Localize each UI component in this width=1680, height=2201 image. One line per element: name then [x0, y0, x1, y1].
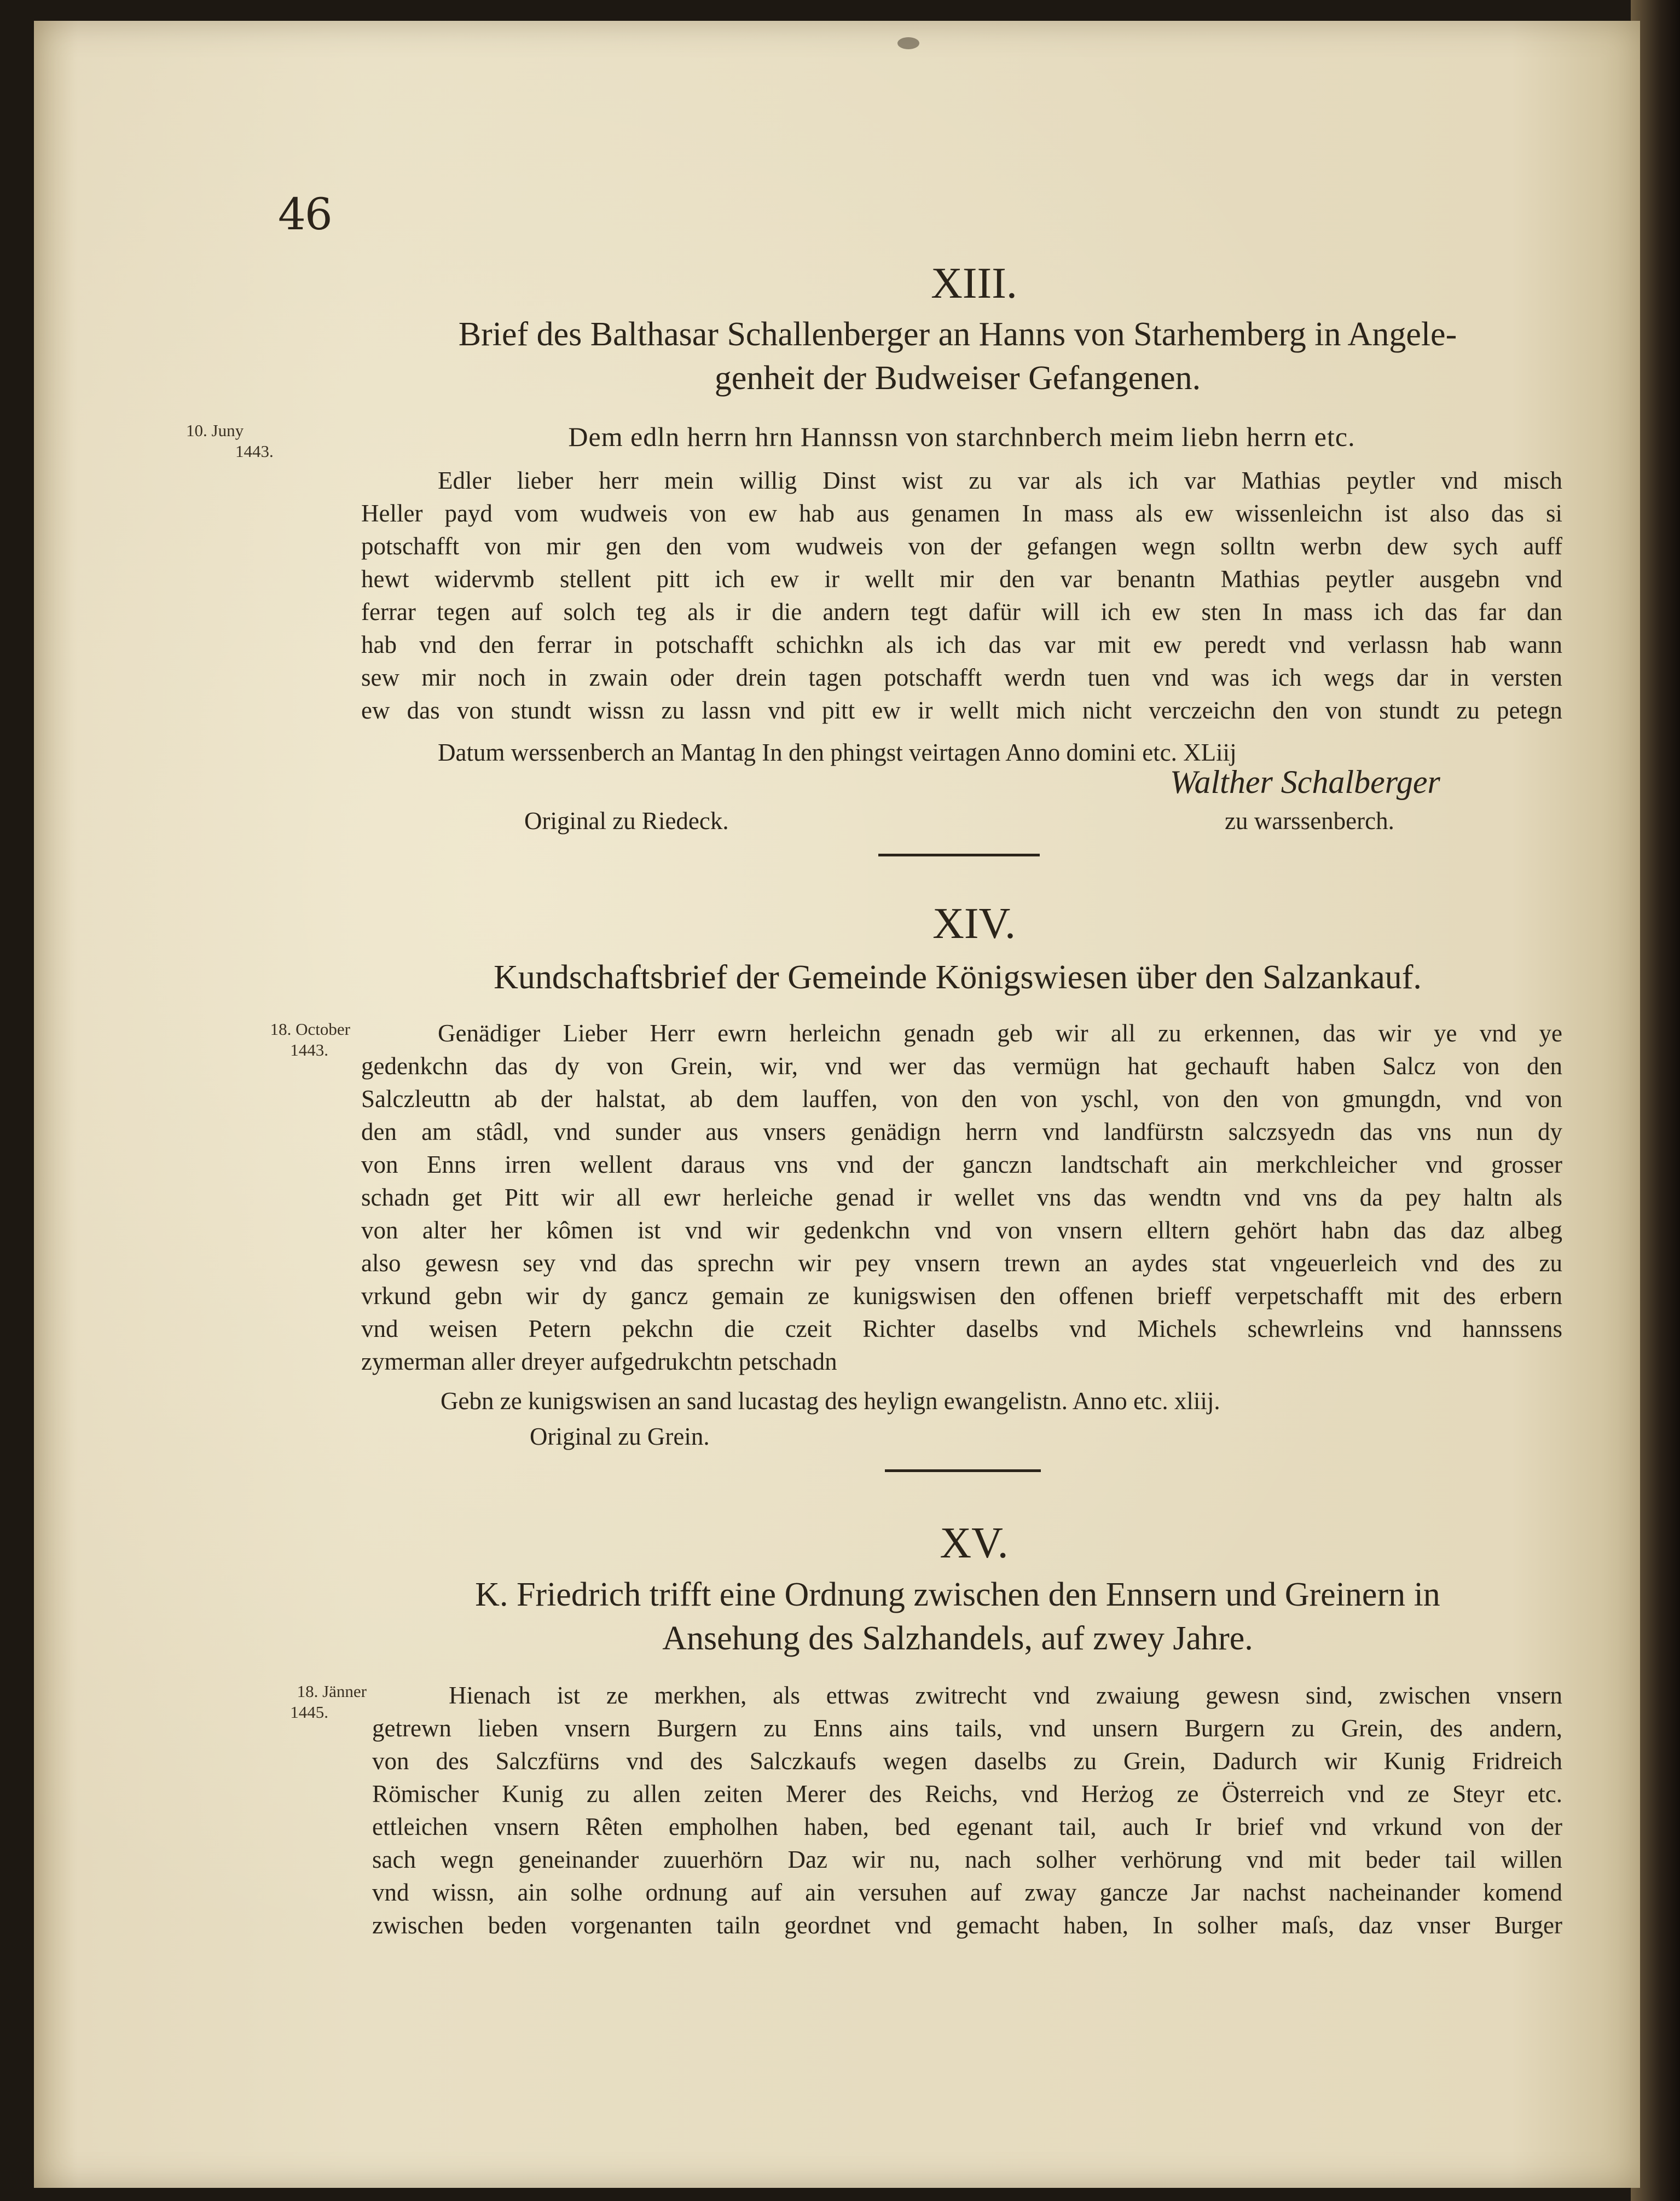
body-line: Heller payd vom wudweis von ew hab aus genamen In mass als ew wissenleichn ist also das si: [361, 500, 1562, 527]
date-note-xiii: [186, 420, 306, 462]
body-line: zymerman aller dreyer aufgedrukchtn petschadn: [361, 1348, 837, 1375]
section-title-xiii-line2: genheit der Budweiser Gefangenen.: [714, 360, 1201, 397]
body-line: vrkund gebn wir dy gancz gemain ze kunigswisen den offenen brieff verpetschafft mit des erbern: [361, 1282, 1562, 1310]
body-line: sew mir noch in zwain oder drein tagen potschafft werdn tuen vnd was ich wegs dar in versten: [361, 664, 1562, 691]
section-divider: [885, 1469, 1041, 1472]
body-line: von des Salczfürns vnd des Salczkaufs wegen daselbs zu Grein, Dadurch wir Kunig Fridreich: [372, 1747, 1562, 1775]
body-line: ew das von stundt wissn zu lassn vnd pitt ew ir wellt mich nicht verczeichn den von stundt zu petegn: [361, 697, 1562, 724]
body-line: hab vnd den ferrar in potschafft schichkn als ich das var mit ew peredt vnd verlassn hab wann: [361, 631, 1562, 658]
body-line: Römischer Kunig zu allen zeiten Merer des Reichs, vnd Herżog ze Österreich vnd ze Steyr etc.: [372, 1780, 1562, 1808]
body-line: potschafft von mir gen den vom wudweis von der gefangen wegn solltn werbn dew sych auff: [361, 532, 1562, 560]
date-note-day: 18. October: [270, 1020, 350, 1039]
section-heading-xiii: XIII.: [931, 259, 1017, 308]
source-note-xiv: Original zu Grein.: [530, 1423, 710, 1450]
signature-xiii: Walther Schalberger: [1170, 764, 1440, 800]
body-line: von alter her kômen ist vnd wir gedenkchn vnd von vnsern elltern gehört habn das daz albeg: [361, 1217, 1562, 1244]
section-title-xiii-line1: Brief des Balthasar Schallenberger an Hanns von Starhemberg in Angele-: [458, 316, 1457, 353]
date-note-day: 10. Juny: [186, 421, 244, 440]
ink-smudge: [897, 37, 919, 49]
body-line: gedenkchn das dy von Grein, wir, vnd wer das vermügn hat gechauft haben Salcz von den: [361, 1052, 1562, 1080]
section-divider: [878, 854, 1040, 856]
signature-place-xiii: zu warssenberch.: [1225, 807, 1394, 835]
body-line: Salczleuttn ab der halstat, ab dem lauffen, von den von yschl, von den von gmungdn, vnd von: [361, 1085, 1562, 1113]
body-line: also gewesn sey vnd das sprechn wir pey vnsern trewn an aydes stat vngeuerleich vnd des zu: [361, 1249, 1562, 1277]
body-line: Edler lieber herr mein willig Dinst wist zu var als ich var Mathias peytler vnd misch: [438, 467, 1562, 494]
letter-address-xiii: Dem edln herrn hrn Hannssn von starchnberch meim liebn herrn etc.: [568, 421, 1355, 452]
date-note-xiv: [241, 1019, 350, 1061]
body-line: sach wegn geneinander zuuerhörn Daz wir nu, nach solher verhörung vnd mit beder tail willen: [372, 1846, 1562, 1873]
section-heading-xv: XV.: [940, 1519, 1009, 1567]
date-note-xv: [241, 1681, 367, 1723]
section-title-xv-line2: Ansehung des Salzhandels, auf zwey Jahre.: [662, 1620, 1253, 1657]
source-note-xiii: Original zu Riedeck.: [524, 807, 729, 835]
date-note-year: 1443.: [290, 1040, 328, 1059]
date-note-year: 1445.: [290, 1702, 328, 1722]
section-title-xv-line1: K. Friedrich trifft eine Ordnung zwischen den Ennsern und Greinern in: [475, 1576, 1440, 1613]
body-line: ferrar tegen auf solch teg als ir die andern tegt dafür will ich ew sten In mass ich das far dan: [361, 598, 1562, 625]
body-line: Genädiger Lieber Herr ewrn herleichn genadn geb wir all zu erkennen, das wir ye vnd ye: [438, 1020, 1562, 1047]
body-line: getrewn lieben vnsern Burgern zu Enns ains tails, vnd unsern Burgern zu Grein, des andern,: [372, 1715, 1562, 1742]
body-line: ettleichen vnsern Rêten empholhen haben, bed egenant tail, auch Ir brief vnd vrkund von der: [372, 1813, 1562, 1840]
section-heading-xiv: XIV.: [932, 900, 1016, 948]
section-title-xiv: Kundschaftsbrief der Gemeinde Königswiesen über den Salzankauf.: [494, 959, 1422, 996]
body-line: vnd wissn, ain solhe ordnung auf ain versuhen auf zway gancze Jar nachst nacheinander komend: [372, 1879, 1562, 1906]
body-line: schadn get Pitt wir all ewr herleiche genad ir wellet vns das wendtn vnd vns da pey haltn als: [361, 1184, 1562, 1211]
body-line: Hienach ist ze merkhen, als ettwas zwitrecht vnd zwaiung gewesn sind, zwischen vnsern: [449, 1682, 1562, 1709]
date-line-xiii: Datum werssenberch an Mantag In den phingst veirtagen Anno domini etc. XLiij: [438, 739, 1237, 766]
body-line: hewt widervmb stellent pitt ich ew ir wellt mir den var benantn Mathias peytler ausgebn vnd: [361, 565, 1562, 593]
body-line: vnd weisen Petern pekchn die czeit Richter daselbs vnd Michels schewrleins vnd hannssens: [361, 1315, 1562, 1342]
page-number: 46: [278, 189, 332, 240]
date-note-day: 18. Jänner: [297, 1682, 367, 1701]
body-line: den am stâdl, vnd sunder aus vnsers genädign herrn vnd landfürstn salczsyedn das vns nun dy: [361, 1118, 1562, 1145]
body-line: zwischen beden vorgenanten tailn geordnet vnd gemacht haben, In solher maſs, daz vnser Burger: [372, 1912, 1562, 1939]
date-note-year: 1443.: [235, 442, 274, 461]
body-line: von Enns irren wellent daraus vns vnd der ganczn landtschaft ain merkchleicher vnd grosser: [361, 1151, 1562, 1178]
date-line-xiv: Gebn ze kunigswisen an sand lucastag des heylign ewangelistn. Anno etc. xliij.: [441, 1387, 1220, 1415]
